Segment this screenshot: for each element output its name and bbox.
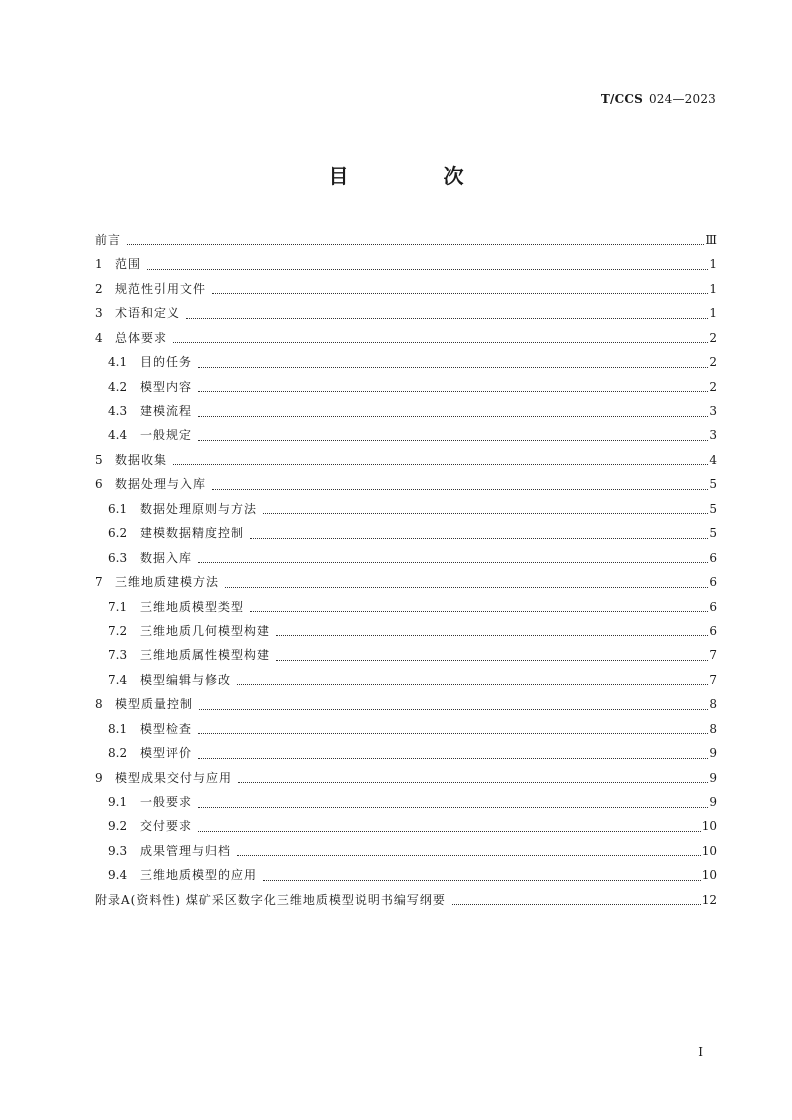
toc-entry-number: 7.2 xyxy=(108,623,128,638)
toc-entry-number: 4.4 xyxy=(108,428,128,443)
toc-entry[interactable] xyxy=(95,790,717,814)
toc-dot-leader xyxy=(127,244,704,245)
toc-entry-label: 三维地质建模方法 xyxy=(115,575,220,590)
toc-entry-number: 4.3 xyxy=(108,404,128,419)
toc-entry[interactable] xyxy=(95,399,717,423)
toc-entry-page: 8 xyxy=(709,697,717,712)
toc-entry-number: 2 xyxy=(95,281,103,296)
toc-entry-label: 附录A(资料性) 煤矿采区数字化三维地质模型说明书编写纲要 xyxy=(95,892,446,907)
document-code-prefix: T/CCS xyxy=(600,92,643,106)
toc-entry-page: 1 xyxy=(709,257,717,272)
toc-entry-page: 9 xyxy=(709,770,717,785)
toc-entry-label: 规范性引用文件 xyxy=(115,281,207,296)
toc-entry-number: 7 xyxy=(95,575,103,590)
toc-entry-label: 数据收集 xyxy=(115,452,168,467)
toc-entry-number: 8.2 xyxy=(108,746,128,761)
toc-entry-page: 5 xyxy=(709,501,717,516)
toc-entry[interactable] xyxy=(95,375,717,399)
toc-entry-label: 三维地质模型类型 xyxy=(140,599,245,614)
toc-dot-leader xyxy=(237,855,701,856)
toc-dot-leader xyxy=(186,318,708,319)
toc-entry-number: 9.1 xyxy=(108,795,128,810)
toc-entry-label: 三维地质模型的应用 xyxy=(140,868,258,883)
toc-dot-leader xyxy=(198,562,708,563)
toc-entry-number: 6.1 xyxy=(108,501,128,516)
toc-dot-leader xyxy=(198,831,701,832)
toc-entry-number: 7.3 xyxy=(108,648,128,663)
toc-dot-leader xyxy=(452,904,701,905)
toc-entry-number: 7.1 xyxy=(108,599,128,614)
toc-entry[interactable] xyxy=(95,424,717,448)
toc-entry-number: 7.4 xyxy=(108,672,128,687)
toc-entry[interactable] xyxy=(95,448,717,472)
toc-entry-page: 1 xyxy=(709,306,717,321)
toc-dot-leader xyxy=(263,513,708,514)
toc-entry-page: 7 xyxy=(709,648,717,663)
toc-entry-page: 10 xyxy=(701,843,717,858)
document-code xyxy=(601,92,716,106)
toc-entry[interactable] xyxy=(95,570,717,594)
toc-entry[interactable] xyxy=(95,546,717,570)
toc-dot-leader xyxy=(198,416,708,417)
toc-dot-leader xyxy=(173,464,708,465)
toc-entry-number: 3 xyxy=(95,306,103,321)
toc-entry[interactable] xyxy=(95,350,717,374)
toc-entry-number: 4.2 xyxy=(108,379,128,394)
toc-entry[interactable] xyxy=(95,863,717,887)
toc-entry-page: 8 xyxy=(709,721,717,736)
toc-dot-leader xyxy=(276,635,708,636)
toc-dot-leader xyxy=(198,440,708,441)
toc-entry-label: 前言 xyxy=(95,232,122,247)
toc-entry-page: 9 xyxy=(709,746,717,761)
toc-dot-leader xyxy=(198,391,708,392)
toc-dot-leader xyxy=(212,489,708,490)
toc-dot-leader xyxy=(225,587,708,588)
toc-entry-label: 交付要求 xyxy=(140,819,193,834)
toc-entry-page: 7 xyxy=(709,672,717,687)
page-title: 目 次 xyxy=(328,164,508,188)
table-of-contents xyxy=(95,228,717,912)
toc-entry-page: 6 xyxy=(709,623,717,638)
toc-entry[interactable] xyxy=(95,888,717,912)
toc-entry[interactable] xyxy=(95,619,717,643)
toc-entry-label: 模型质量控制 xyxy=(115,697,194,712)
toc-dot-leader xyxy=(276,660,708,661)
toc-entry-label: 模型评价 xyxy=(140,746,193,761)
toc-dot-leader xyxy=(198,733,708,734)
toc-entry-page: 3 xyxy=(709,428,717,443)
toc-entry[interactable] xyxy=(95,692,717,716)
toc-entry-label: 目的任务 xyxy=(140,355,193,370)
toc-entry-page: 10 xyxy=(701,868,717,883)
toc-dot-leader xyxy=(238,782,708,783)
toc-entry-label: 建模流程 xyxy=(140,404,193,419)
toc-entry-label: 成果管理与归档 xyxy=(140,843,232,858)
toc-dot-leader xyxy=(198,367,708,368)
toc-entry-page: 2 xyxy=(709,379,717,394)
toc-entry-label: 术语和定义 xyxy=(115,306,181,321)
toc-dot-leader xyxy=(199,709,708,710)
toc-entry-page: 2 xyxy=(709,355,717,370)
toc-entry-number: 6.2 xyxy=(108,526,128,541)
toc-entry-number: 9.4 xyxy=(108,868,128,883)
toc-entry-page: 4 xyxy=(709,452,717,467)
toc-entry[interactable] xyxy=(95,472,717,496)
toc-entry-label: 一般要求 xyxy=(140,795,193,810)
toc-dot-leader xyxy=(198,758,708,759)
toc-entry-label: 模型内容 xyxy=(140,379,193,394)
toc-entry-number: 1 xyxy=(95,257,103,272)
toc-entry[interactable] xyxy=(95,228,717,252)
toc-entry-page: 3 xyxy=(709,404,717,419)
toc-entry-label: 数据处理与入库 xyxy=(115,477,207,492)
toc-entry[interactable] xyxy=(95,643,717,667)
toc-entry-page: 1 xyxy=(709,281,717,296)
document-code-number: 024—2023 xyxy=(648,92,716,106)
toc-entry[interactable] xyxy=(95,301,717,325)
toc-entry-number: 4.1 xyxy=(108,355,128,370)
toc-entry-number: 9.2 xyxy=(108,819,128,834)
toc-entry-label: 范围 xyxy=(115,257,142,272)
toc-entry[interactable] xyxy=(95,815,717,839)
toc-entry-number: 9 xyxy=(95,770,103,785)
toc-entry-label: 建模数据精度控制 xyxy=(140,526,245,541)
toc-entry-label: 模型检查 xyxy=(140,721,193,736)
toc-entry-label: 一般规定 xyxy=(140,428,193,443)
toc-entry-label: 模型编辑与修改 xyxy=(140,672,232,687)
toc-entry-label: 三维地质几何模型构建 xyxy=(140,623,271,638)
toc-dot-leader xyxy=(237,684,708,685)
toc-entry-label: 模型成果交付与应用 xyxy=(115,770,233,785)
toc-entry[interactable] xyxy=(95,595,717,619)
toc-dot-leader xyxy=(198,807,708,808)
toc-entry-page: 2 xyxy=(709,330,717,345)
toc-entry-page: 9 xyxy=(709,795,717,810)
toc-dot-leader xyxy=(263,880,701,881)
toc-entry[interactable] xyxy=(95,741,717,765)
toc-entry-label: 数据处理原则与方法 xyxy=(140,501,258,516)
toc-entry[interactable] xyxy=(95,668,717,692)
toc-entry-page: 12 xyxy=(701,892,717,907)
toc-entry-number: 4 xyxy=(95,330,103,345)
toc-dot-leader xyxy=(147,269,708,270)
toc-entry-page: 6 xyxy=(709,575,717,590)
toc-entry[interactable] xyxy=(95,326,717,350)
toc-entry-label: 数据入库 xyxy=(140,550,193,565)
toc-dot-leader xyxy=(250,538,708,539)
toc-entry-page: 6 xyxy=(709,599,717,614)
toc-entry-number: 5 xyxy=(95,452,103,467)
toc-dot-leader xyxy=(250,611,708,612)
toc-entry-page: 6 xyxy=(709,550,717,565)
toc-entry-page: Ⅲ xyxy=(705,232,717,247)
toc-entry-page: 5 xyxy=(709,477,717,492)
toc-entry[interactable] xyxy=(95,717,717,741)
toc-dot-leader xyxy=(212,293,708,294)
toc-entry-page: 5 xyxy=(709,526,717,541)
toc-entry[interactable] xyxy=(95,497,717,521)
toc-entry-number: 8 xyxy=(95,697,103,712)
toc-entry-number: 6.3 xyxy=(108,550,128,565)
page-number: I xyxy=(698,1045,703,1059)
toc-entry[interactable] xyxy=(95,766,717,790)
toc-entry[interactable] xyxy=(95,252,717,276)
toc-entry[interactable] xyxy=(95,839,717,863)
toc-entry-number: 9.3 xyxy=(108,843,128,858)
toc-entry-label: 三维地质属性模型构建 xyxy=(140,648,271,663)
toc-entry[interactable] xyxy=(95,277,717,301)
toc-entry-number: 8.1 xyxy=(108,721,128,736)
toc-entry-number: 6 xyxy=(95,477,103,492)
toc-dot-leader xyxy=(173,342,708,343)
toc-entry-page: 10 xyxy=(701,819,717,834)
toc-entry-label: 总体要求 xyxy=(115,330,168,345)
toc-entry[interactable] xyxy=(95,521,717,545)
